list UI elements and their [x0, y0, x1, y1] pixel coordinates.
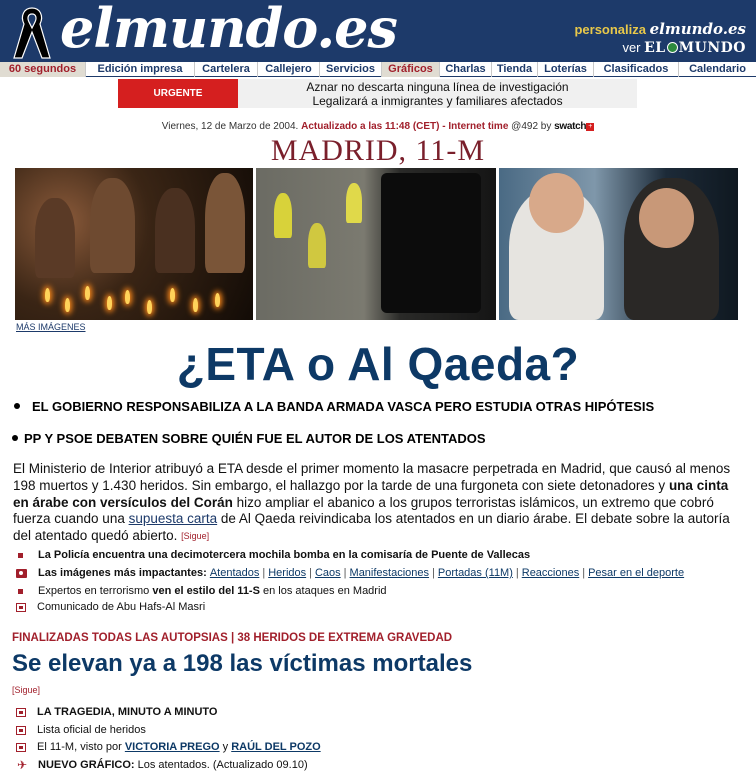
ver-label: ver — [622, 40, 641, 55]
bullet-square-icon — [18, 553, 23, 558]
date-text: Viernes, 12 de Marzo de 2004. — [161, 121, 299, 132]
subheadline-2[interactable] — [12, 431, 486, 446]
swatch-beat: @492 — [511, 121, 539, 132]
by-text: by — [540, 121, 552, 132]
subheadline-2-text: PP Y PSOE DEBATEN SOBRE QUIÉN FUE EL AUTOR DE LOS ATENTADOS — [24, 431, 486, 446]
link-raul-del-pozo[interactable]: RAÚL DEL POZO — [231, 741, 321, 753]
document-icon — [16, 603, 26, 612]
site-logo[interactable]: elmundo.es — [60, 0, 397, 60]
bullet-square-icon — [18, 589, 23, 594]
urgent-headlines — [238, 79, 637, 108]
photo-rescue-workers[interactable] — [256, 168, 496, 320]
nav-item-graficos[interactable]: Gráficos — [382, 62, 440, 77]
bullet-icon — [14, 403, 20, 409]
nav-item-clasificados[interactable]: Clasificados — [594, 62, 679, 77]
photo-candles-vigil[interactable] — [15, 168, 253, 320]
photo-strip — [15, 168, 738, 320]
body-part-1: El Ministerio de Interior atribuyó a ETA desde el primer momento la masacre perpetrada en Madrid, que causó al menos 198 muertos y 1.430 heridos. Sin embargo, el hallazgo por la tarde de una furgoneta con siete detonadores y — [13, 461, 731, 493]
nav-item-tienda[interactable]: Tienda — [492, 62, 538, 77]
ver-brand-right: MUNDO — [678, 40, 746, 56]
link-pesar-deporte[interactable]: Pesar en el deporte — [588, 567, 685, 579]
nav-item-edicion-impresa[interactable]: Edición impresa — [86, 62, 195, 77]
story2-item-minuto-text: LA TRAGEDIA, MINUTO A MINUTO — [37, 706, 218, 718]
ver-elmundo-link[interactable] — [622, 40, 746, 56]
airplane-icon: ✈ — [17, 758, 28, 772]
camera-icon — [16, 569, 27, 578]
subheadline-1-text: EL GOBIERNO RESPONSABILIZA A LA BANDA ARMADA VASCA PERO ESTUDIA OTRAS HIPÓTESIS — [32, 399, 655, 414]
story2-headline[interactable]: Se elevan ya a 198 las víctimas mortales — [12, 650, 473, 677]
section-title: MADRID, 11-M — [270, 134, 486, 167]
link-heridos[interactable]: Heridos — [268, 567, 307, 579]
main-headline[interactable]: ¿ETA o Al Qaeda? — [176, 338, 580, 390]
supuesta-carta-link[interactable]: supuesta carta — [128, 511, 218, 527]
nav-item-servicios[interactable]: Servicios — [320, 62, 382, 77]
sigue-link[interactable]: [Sigue] — [181, 531, 210, 542]
document-icon — [16, 708, 26, 717]
related-item-mochila[interactable] — [16, 549, 530, 561]
related-item-mochila-text: La Policía encuentra una decimotercera mochila bomba en la comisaría de Puente de Vallecas — [38, 549, 531, 561]
personalize-label: personaliza — [574, 22, 646, 37]
link-atentados[interactable]: Atentados — [209, 567, 260, 579]
dateline — [0, 121, 756, 132]
link-victoria-prego[interactable]: VICTORIA PREGO — [124, 741, 220, 753]
related-item-imagenes: Las imágenes más impactantes: Atentados | Heridos | Caos | Manifestaciones | Portadas (11M) | Reacciones | Pesar en el deporte — [16, 567, 684, 579]
photo-grieving-women[interactable] — [499, 168, 738, 320]
related-expertos-bold: ven el estilo del 11-S — [152, 585, 260, 597]
updated-text: Actualizado a las 11:48 (CET) - Internet time — [301, 121, 509, 132]
article-body — [13, 461, 743, 545]
related-comunicado-text: Comunicado de Abu Hafs-Al Masri — [37, 601, 206, 613]
more-images-link[interactable]: MÁS IMÁGENES — [16, 322, 86, 332]
subheadline-1[interactable] — [14, 399, 654, 414]
story2-grafico-bold: NUEVO GRÁFICO: — [38, 759, 135, 771]
link-manifestaciones[interactable]: Manifestaciones — [349, 567, 430, 579]
related-expertos-post: en los ataques en Madrid — [263, 585, 387, 597]
story2-item-grafico[interactable] — [16, 758, 308, 772]
personalize-site: elmundo.es — [649, 20, 746, 38]
urgent-news-box — [118, 79, 637, 108]
site-header — [0, 0, 756, 62]
ver-brand-left: EL — [644, 40, 666, 56]
globe-icon — [667, 42, 678, 53]
urgent-label: URGENTE — [118, 79, 238, 108]
main-nav — [0, 62, 756, 77]
story2-sigue-link[interactable]: [Sigue] — [12, 685, 41, 695]
link-reacciones[interactable]: Reacciones — [521, 567, 580, 579]
body-part-3: de Al Qaeda reivindicaba los atentados en un diario árabe. El debate sobre la autoría del atentado quedó abierto. — [13, 511, 730, 544]
mourning-ribbon-icon — [6, 4, 58, 60]
document-icon — [16, 743, 26, 752]
bullet-icon — [12, 435, 18, 441]
nav-item-cartelera[interactable]: Cartelera — [195, 62, 258, 77]
nav-item-calendario[interactable]: Calendario — [689, 63, 746, 75]
body-part-2: hizo ampliar el abanico a los grupos terroristas islámicos, un extremo que cobró fuerza cuando una — [13, 494, 714, 527]
body-strong: una cinta en árabe con versículos del Corán — [13, 477, 729, 510]
story2-visto-pre: El 11-M, visto por — [37, 741, 122, 753]
story2-item-minuto[interactable] — [16, 706, 217, 718]
link-portadas[interactable]: Portadas (11M) — [437, 567, 513, 579]
nav-item-charlas[interactable]: Charlas — [440, 62, 492, 77]
document-icon — [16, 726, 26, 735]
personalize-link[interactable] — [574, 20, 746, 38]
story2-item-heridos[interactable] — [16, 724, 146, 736]
story2-item-visto-por — [16, 741, 321, 753]
nav-item-60-segundos[interactable]: 60 segundos — [0, 62, 86, 77]
link-caos[interactable]: Caos — [314, 567, 341, 579]
story2-visto-and: y — [222, 741, 229, 753]
swatch-logo[interactable]: swatch — [554, 121, 587, 132]
urgent-headline-2[interactable]: Legalizará a inmigrantes y familiares afectados — [312, 94, 563, 108]
nav-item-loterias[interactable]: Loterías — [538, 62, 594, 77]
story2-grafico-rest: Los atentados. (Actualizado 09.10) — [137, 759, 308, 771]
story2-item-heridos-text: Lista oficial de heridos — [37, 724, 146, 736]
related-item-comunicado[interactable] — [16, 601, 205, 613]
related-item-expertos[interactable] — [16, 585, 387, 597]
related-expertos-pre: Expertos en terrorismo — [38, 585, 150, 597]
story2-kicker: FINALIZADAS TODAS LAS AUTOPSIAS | 38 HERIDOS DE EXTREMA GRAVEDAD — [12, 632, 453, 644]
swatch-plus-icon: + — [588, 123, 593, 130]
nav-item-callejero[interactable]: Callejero — [258, 62, 320, 77]
urgent-headline-1[interactable]: Aznar no descarta ninguna línea de investigación — [306, 80, 569, 94]
related-imagenes-label: Las imágenes más impactantes: — [38, 567, 207, 579]
